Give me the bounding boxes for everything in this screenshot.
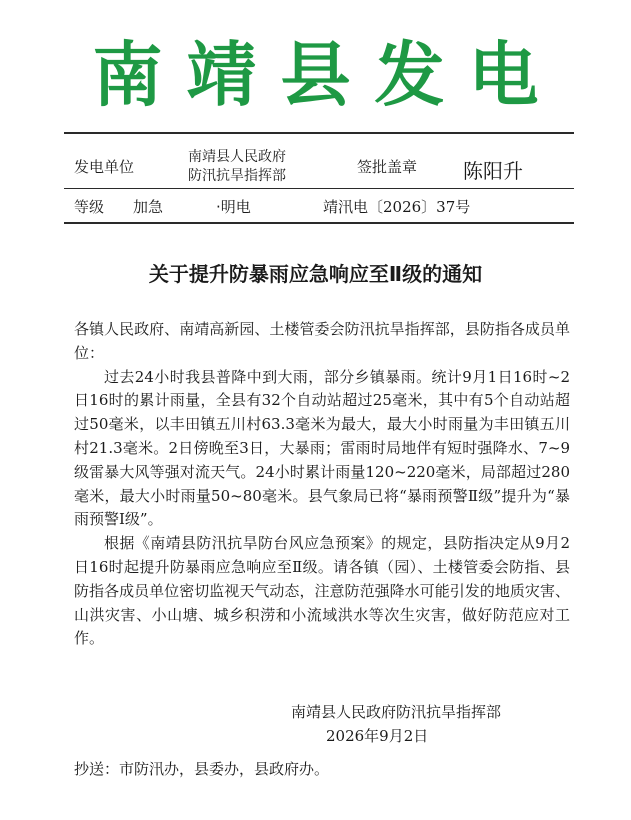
header-rule-bottom: [64, 222, 574, 224]
sender-org: [188, 148, 286, 186]
header-rule-middle: [64, 188, 574, 189]
header-rule-top: [64, 132, 574, 134]
paragraph-response: 根据《南靖县防汛抗旱防台风应急预案》的规定，县防指决定从9月2日16时起提升防暴雨应急响应至Ⅱ级。请各镇（园）、土楼管委会防指、县防指各成员单位密切监视天气动态，注意防范强降水可能引发的地质灾害、山洪灾害、小山塘、城乡积涝和小流域洪水等次生灾害，做好防范应对工作。: [74, 534, 570, 648]
transmission-type: ·明电: [216, 198, 251, 216]
document-number: 靖汛电〔2026〕37号: [323, 198, 471, 216]
sender-label: 发电单位: [74, 158, 135, 176]
approval-label: 签批盖章: [357, 158, 418, 176]
signature-date: 2026年9月2日: [326, 727, 429, 745]
grade-label: 等级: [74, 198, 105, 216]
grade-value: 加急: [133, 198, 164, 216]
notice-body: [74, 318, 570, 651]
approver-name: 陈阳升: [463, 159, 523, 183]
cc-line: 抄送：市防汛办，县委办，县政府办。: [74, 760, 330, 778]
sender-org-line1: 南靖县人民政府: [188, 149, 286, 165]
sender-org-line2: 防汛抗旱指挥部: [188, 168, 286, 184]
masthead: 南靖县发电: [92, 34, 563, 116]
signature-org: 南靖县人民政府防汛抗旱指挥部: [291, 703, 502, 721]
paragraph-weather: 过去24小时我县普降中到大雨，部分乡镇暴雨。统计9月1日16时~2日16时的累计雨量，全县有32个自动站超过25毫米，其中有5个自动站超过50毫米，以丰田镇五川村63.3毫米为最大，最大小时雨量为丰田镇五川村21.3毫米。2日傍晚至3日，大暴雨；雷雨时局地伴有短时强降水、7~9级雷暴大风等强对流天气。24小时累计雨量120~220毫米，局部超过280毫米，最大小时雨量50~80毫米。县气象局已将“暴雨预警Ⅱ级”提升为“暴雨预警Ⅰ级”。: [74, 367, 570, 529]
salutation: 各镇人民政府、南靖高新园、土楼管委会防汛抗旱指挥部，县防指各成员单位：: [74, 320, 570, 362]
notice-title: 关于提升防暴雨应急响应至Ⅱ级的通知: [148, 262, 483, 286]
